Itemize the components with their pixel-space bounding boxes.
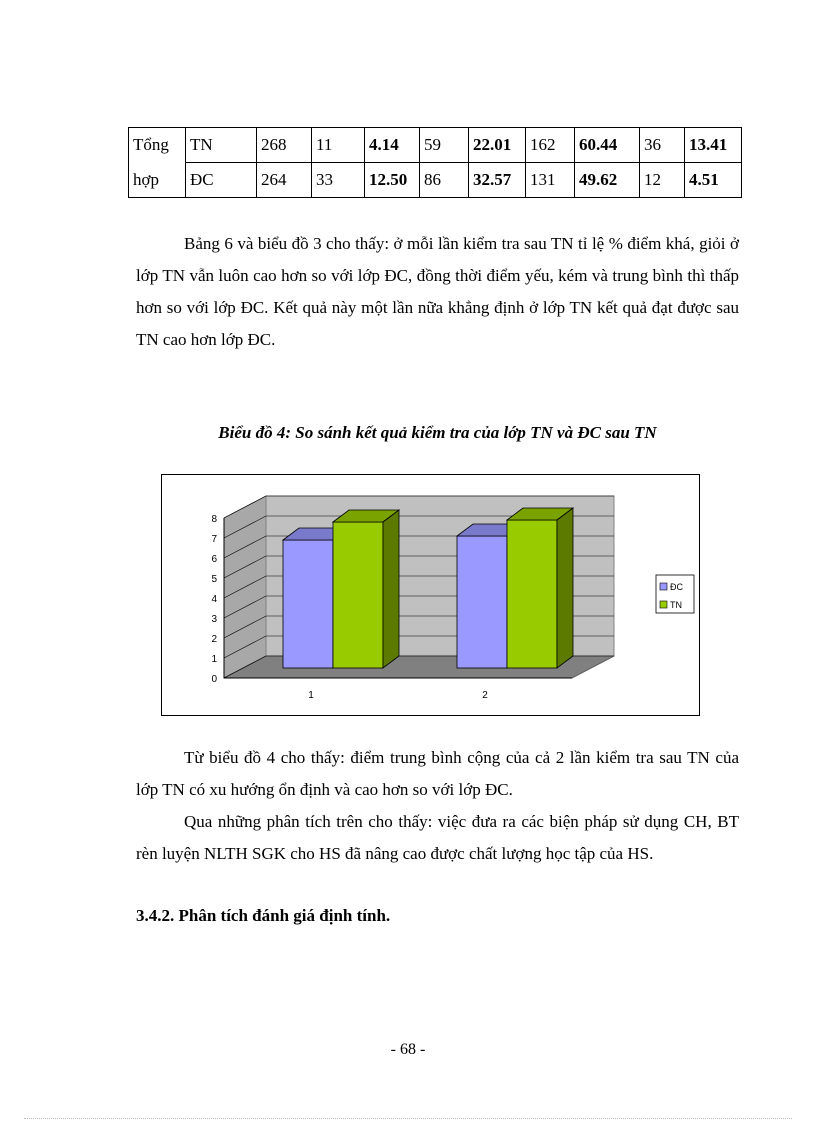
table-cell: 32.57 [469, 163, 526, 198]
table-cell: 36 [640, 128, 685, 163]
paragraph-chart-conclusion: Từ biểu đồ 4 cho thấy: điểm trung bình cộng của cả 2 lần kiểm tra sau TN của lớp TN có xu hướng ổn định và cao hơn so với lớp ĐC. [136, 748, 739, 799]
table-cell: Tổng [129, 128, 186, 163]
table-row [129, 128, 742, 163]
table-cell: 131 [526, 163, 575, 198]
table-cell: 13.41 [685, 128, 742, 163]
bar-side-TN-2 [557, 508, 573, 668]
section-heading: 3.4.2. Phân tích đánh giá định tính. [136, 906, 391, 925]
table-cell: 4.51 [685, 163, 742, 198]
table-cell: 49.62 [575, 163, 640, 198]
chart-caption: Biểu đồ 4: So sánh kết quả kiểm tra của lớp TN và ĐC sau TN [218, 423, 657, 442]
table-cell: TN [186, 128, 257, 163]
table-cell: 60.44 [575, 128, 640, 163]
table-cell: 33 [312, 163, 365, 198]
bar-chart [162, 475, 699, 715]
y-tick-label: 7 [211, 534, 217, 545]
bar-front-TN-2 [507, 520, 557, 668]
table-cell: 12 [640, 163, 685, 198]
paragraph-summary: Qua những phân tích trên cho thấy: việc đưa ra các biện pháp sử dụng CH, BT rèn luyện NLTH SGK cho HS đã nâng cao được chất lượng học tập của HS. [136, 812, 739, 863]
y-tick-label: 8 [211, 514, 217, 525]
x-tick-label: 2 [482, 690, 488, 701]
y-tick-label: 2 [211, 634, 217, 645]
legend-swatch-ĐC [660, 583, 667, 590]
legend-label-ĐC: ĐC [670, 582, 683, 592]
table-cell: ĐC [186, 163, 257, 198]
page-bottom-rule [24, 1118, 792, 1119]
table-cell: 4.14 [365, 128, 420, 163]
bar-front-ĐC-1 [283, 540, 333, 668]
bar-front-TN-1 [333, 522, 383, 668]
paragraph-analysis: Bảng 6 và biểu đồ 3 cho thấy: ở mỗi lần kiểm tra sau TN tỉ lệ % điểm khá, giỏi ở lớp TN vẫn luôn cao hơn so với lớp ĐC, đồng thời điểm yếu, kém và trung bình thì thấp hơn so với lớp ĐC. Kết quả này một lần nữa khẳng định ở lớp TN kết quả đạt được sau TN cao hơn lớp ĐC. [136, 234, 739, 349]
table-cell: 22.01 [469, 128, 526, 163]
table-cell: 59 [420, 128, 469, 163]
y-tick-label: 1 [211, 654, 217, 665]
table-cell: 264 [257, 163, 312, 198]
results-table [128, 127, 742, 198]
y-tick-label: 4 [211, 594, 217, 605]
table-cell: 162 [526, 128, 575, 163]
legend-label-TN: TN [670, 600, 682, 610]
y-tick-label: 3 [211, 614, 217, 625]
x-tick-label: 1 [308, 690, 314, 701]
table-row [129, 163, 742, 198]
table-cell: hợp [129, 163, 186, 198]
bar-side-TN-1 [383, 510, 399, 668]
page-number: - 68 - [390, 1041, 426, 1058]
bar-front-ĐC-2 [457, 536, 507, 668]
y-tick-label: 6 [211, 554, 217, 565]
table-cell: 86 [420, 163, 469, 198]
table-cell: 12.50 [365, 163, 420, 198]
chart-container [161, 474, 700, 716]
y-tick-label: 5 [211, 574, 217, 585]
table-cell: 11 [312, 128, 365, 163]
legend-swatch-TN [660, 601, 667, 608]
table-cell: 268 [257, 128, 312, 163]
y-tick-label: 0 [211, 674, 217, 685]
